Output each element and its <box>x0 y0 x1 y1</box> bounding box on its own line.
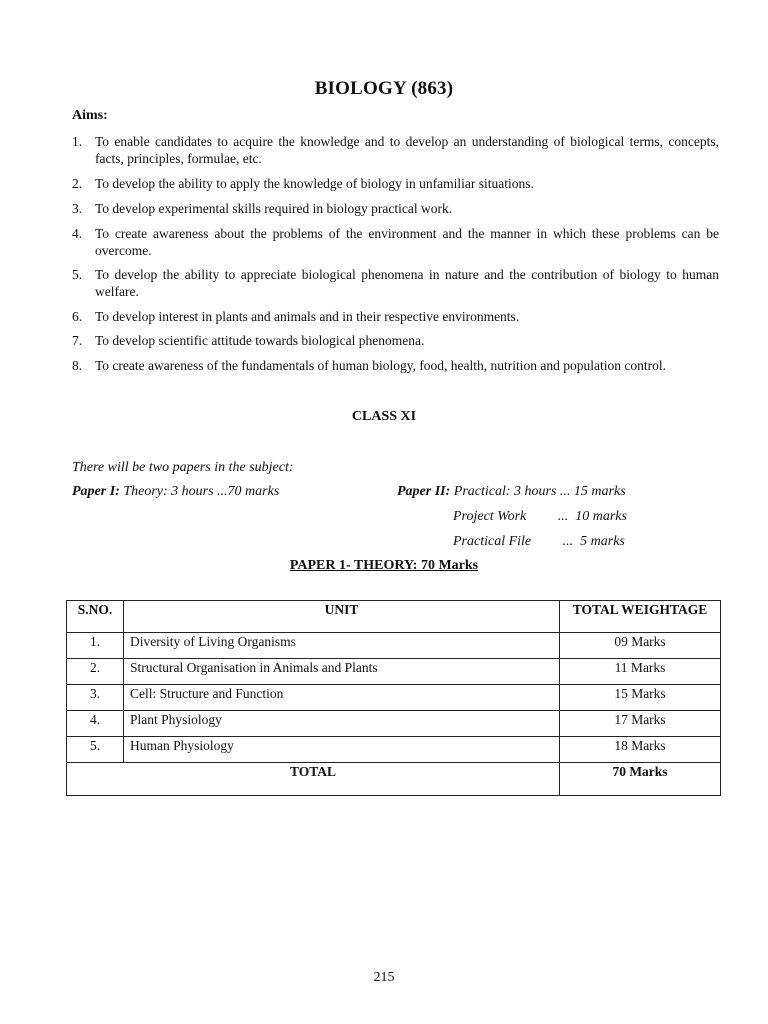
header-unit: UNIT <box>124 601 560 633</box>
aim-number: 7. <box>72 333 83 348</box>
total-label: TOTAL <box>67 763 560 796</box>
aim-text: To develop the ability to apply the knowledge of biology in unfamiliar situations. <box>95 176 534 191</box>
aim-item-5 <box>72 266 719 300</box>
paper-2-label: Paper II: <box>397 484 451 499</box>
page-number: 215 <box>373 970 395 985</box>
cell-unit: Human Physiology <box>124 737 560 763</box>
total-value: 70 Marks <box>560 763 721 796</box>
cell-sno: 1. <box>67 633 124 659</box>
cell-unit: Diversity of Living Organisms <box>124 633 560 659</box>
cell-unit: Cell: Structure and Function <box>124 685 560 711</box>
paper-1-heading: PAPER 1- THEORY: 70 Marks <box>289 558 479 573</box>
header-weightage: TOTAL WEIGHTAGE <box>560 601 721 633</box>
paper-1-label: Paper I: <box>72 484 120 499</box>
cell-sno: 4. <box>67 711 124 737</box>
aim-number: 4. <box>72 226 83 241</box>
table-row <box>67 633 721 659</box>
cell-weightage: 15 Marks <box>560 685 721 711</box>
aim-text: To create awareness of the fundamentals of human biology, food, health, nutrition and population control. <box>95 358 667 373</box>
table-row <box>67 659 721 685</box>
aim-number: 2. <box>72 176 83 191</box>
table-row <box>67 711 721 737</box>
cell-weightage: 17 Marks <box>560 711 721 737</box>
table-header-row <box>67 601 721 633</box>
cell-weightage: 18 Marks <box>560 737 721 763</box>
document-title: BIOLOGY (863) <box>314 78 454 99</box>
cell-unit: Plant Physiology <box>124 711 560 737</box>
paper-2-file-line: Practical File ... 5 marks <box>453 534 625 549</box>
aim-item-7 <box>72 332 719 349</box>
paper-1-text: Theory: 3 hours ...70 marks <box>123 484 280 499</box>
papers-intro: There will be two papers in the subject: <box>72 460 294 475</box>
aim-item-4 <box>72 225 719 259</box>
cell-sno: 5. <box>67 737 124 763</box>
aim-item-1 <box>72 133 719 167</box>
aim-number: 6. <box>72 309 83 324</box>
aim-text: To develop experimental skills required in biology practical work. <box>95 201 453 216</box>
cell-weightage: 11 Marks <box>560 659 721 685</box>
aim-text: To develop interest in plants and animals and in their respective environments. <box>95 309 520 324</box>
table-row <box>67 685 721 711</box>
aim-item-6 <box>72 308 719 325</box>
paper-2-line <box>397 484 626 500</box>
aim-number: 3. <box>72 201 83 216</box>
cell-unit: Structural Organisation in Animals and Plants <box>124 659 560 685</box>
aim-item-8 <box>72 357 719 374</box>
table-total-row <box>67 763 721 796</box>
paper-2-project-line: Project Work ... 10 marks <box>453 509 627 524</box>
aim-number: 8. <box>72 358 83 373</box>
cell-weightage: 09 Marks <box>560 633 721 659</box>
aim-item-2 <box>72 175 719 192</box>
aim-text: To develop the ability to appreciate biological phenomena in nature and the contribution of biology to human welfare. <box>95 267 719 299</box>
cell-sno: 2. <box>67 659 124 685</box>
aim-text: To enable candidates to acquire the knowledge and to develop an understanding of biological terms, concepts, facts, principles, formulae, etc. <box>95 134 719 166</box>
cell-sno: 3. <box>67 685 124 711</box>
aims-heading: Aims: <box>72 108 108 123</box>
aim-text: To develop scientific attitude towards biological phenomena. <box>95 333 425 348</box>
units-table <box>66 600 721 796</box>
aim-number: 1. <box>72 134 83 149</box>
table-row <box>67 737 721 763</box>
paper-2-practical: Practical: 3 hours ... 15 marks <box>453 484 626 499</box>
aim-number: 5. <box>72 267 83 282</box>
header-sno: S.NO. <box>67 601 124 633</box>
class-heading: CLASS XI <box>351 409 417 424</box>
paper-1-line <box>72 484 279 500</box>
aim-item-3 <box>72 200 719 217</box>
aim-text: To create awareness about the problems of the environment and the manner in which these problems can be overcome. <box>95 226 719 258</box>
